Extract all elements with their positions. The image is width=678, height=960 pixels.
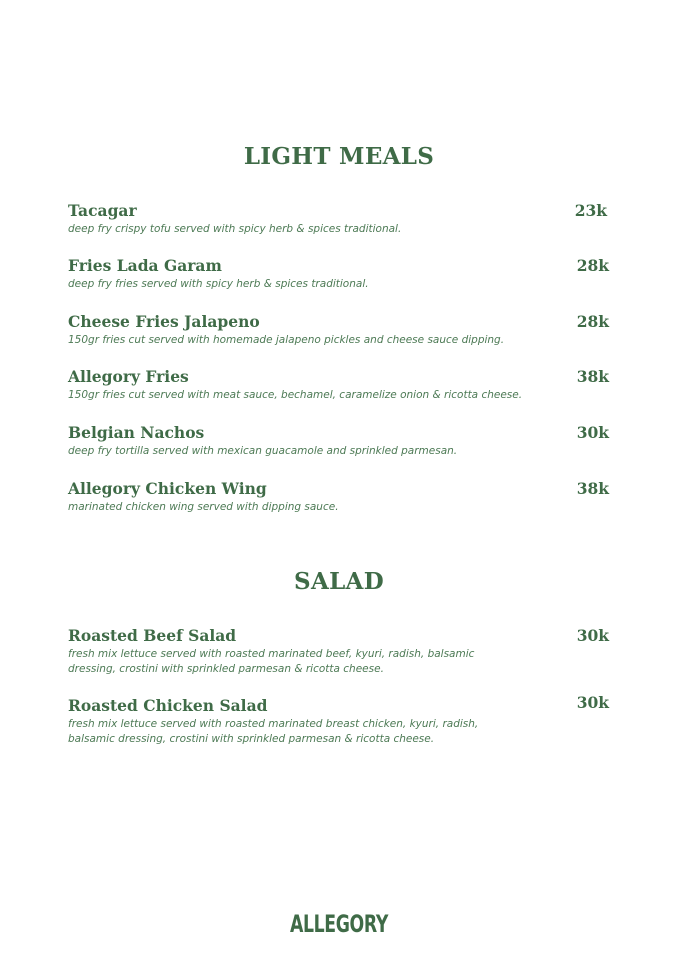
menu-item-allegory-chicken-wing (68, 479, 613, 515)
menu-item-roasted-chicken-salad (68, 693, 613, 747)
item-description: 150gr fries cut served with homemade jalapeno pickles and cheese sauce dipping. (68, 334, 505, 346)
item-description: deep fry crispy tofu served with spicy herb & spices traditional. (68, 223, 402, 235)
menu-item-roasted-beef-salad (68, 626, 613, 677)
item-price: 28k (576, 312, 609, 331)
menu-item-fries-lada-garam (68, 256, 613, 292)
item-description: deep fry tortilla served with mexican guacamole and sprinkled parmesan. (68, 445, 458, 457)
item-description: 150gr fries cut served with meat sauce, bechamel, caramelize onion & ricotta cheese. (68, 389, 523, 401)
menu-item-tacagar (68, 201, 613, 237)
item-name: Fries Lada Garam (68, 256, 222, 275)
item-price: 38k (576, 479, 609, 498)
menu-item-allegory-fries (68, 367, 613, 403)
item-price: 28k (576, 256, 609, 275)
item-price: 30k (576, 626, 609, 645)
item-price: 23k (574, 201, 607, 220)
item-description-line: balsamic dressing, crostini with sprinkled parmesan & ricotta cheese. (68, 733, 435, 745)
brand-logo: ALLEGORY (289, 910, 389, 938)
section-title-salad: SALAD (294, 568, 384, 595)
item-description: deep fry fries served with spicy herb & spices traditional. (68, 278, 369, 290)
item-description-line: dressing, crostini with sprinkled parmesan & ricotta cheese. (68, 663, 384, 675)
item-price: 30k (576, 693, 609, 712)
item-name: Cheese Fries Jalapeno (68, 312, 260, 331)
item-price: 38k (576, 367, 609, 386)
item-description-line: fresh mix lettuce served with roasted marinated breast chicken, kyuri, radish, (68, 718, 479, 730)
item-name: Roasted Chicken Salad (68, 696, 268, 715)
item-name: Belgian Nachos (68, 423, 205, 442)
section-title-light-meals: LIGHT MEALS (243, 143, 435, 170)
item-name: Tacagar (68, 201, 137, 220)
item-name: Roasted Beef Salad (68, 626, 237, 645)
menu-item-belgian-nachos (68, 423, 613, 459)
item-name: Allegory Chicken Wing (68, 479, 267, 498)
item-price: 30k (576, 423, 609, 442)
item-description-line: fresh mix lettuce served with roasted marinated beef, kyuri, radish, balsamic (68, 648, 475, 660)
item-description: marinated chicken wing served with dipping sauce. (68, 501, 339, 513)
menu-item-cheese-fries-jalapeno (68, 312, 613, 348)
item-name: Allegory Fries (68, 367, 189, 386)
